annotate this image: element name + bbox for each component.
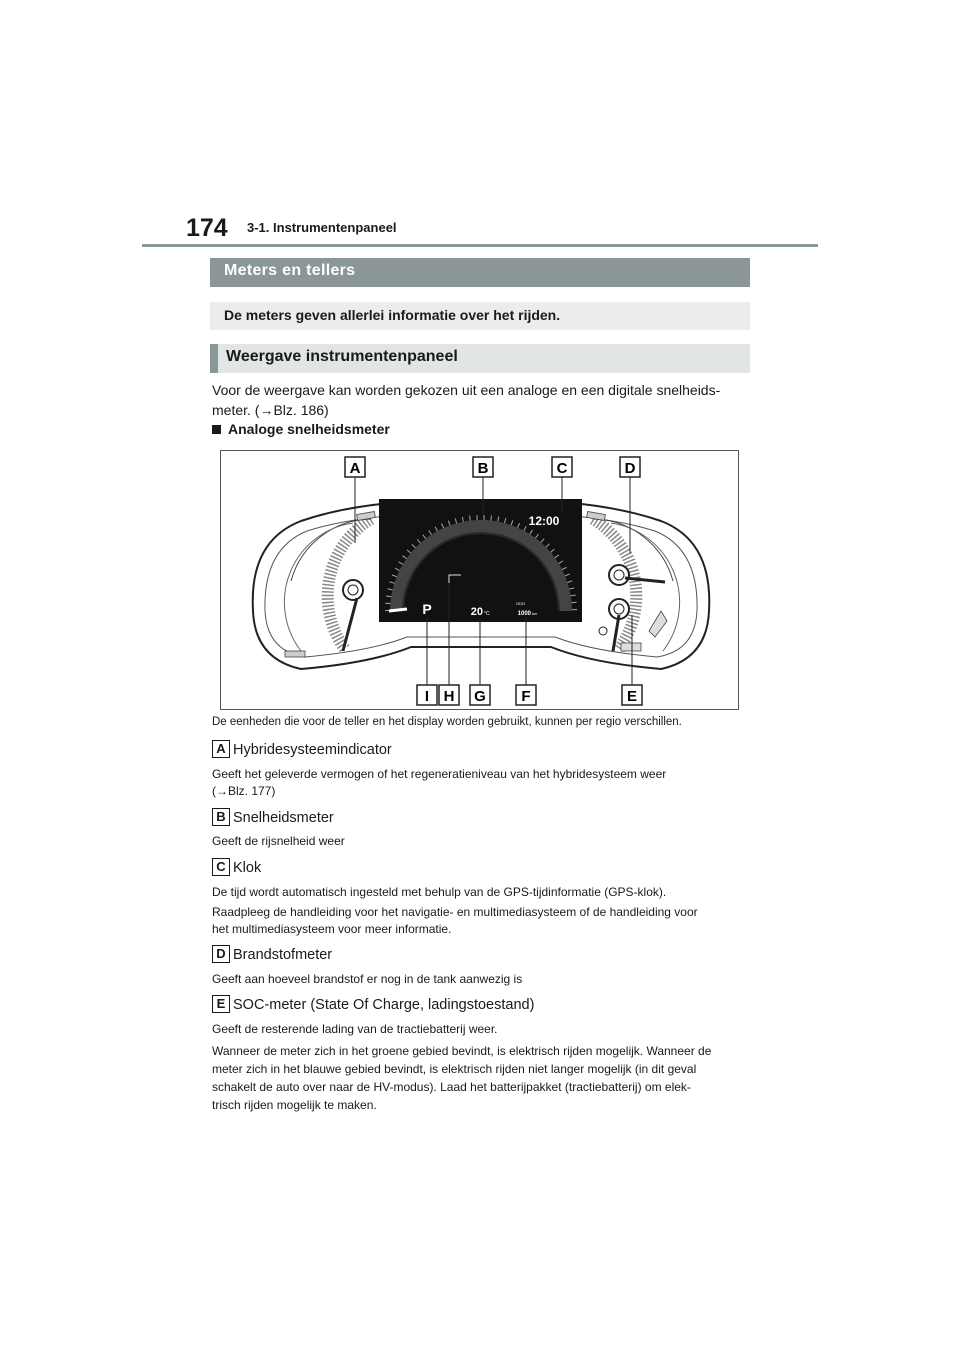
- instrument-cluster-figure: [220, 450, 739, 710]
- item-desc-e-note: [212, 1042, 752, 1114]
- paragraph-line1: Voor de weergave kan worden gekozen uit een analoge en een digitale snelheids-: [212, 382, 721, 398]
- item-desc-a-line2[interactable]: (→Blz. 177): [212, 784, 276, 798]
- callout-f: F: [521, 688, 531, 705]
- item-desc-c-note: [212, 904, 752, 938]
- page-reference-link[interactable]: Blz. 186): [273, 402, 329, 418]
- item-letter-a: A: [212, 740, 230, 758]
- header-divider: [142, 244, 818, 247]
- temperature-unit: °C: [484, 611, 490, 617]
- item-e: [212, 995, 535, 1013]
- temperature-value: 20: [470, 606, 483, 618]
- bullet-heading-text: Analoge snelheidsmeter: [228, 421, 390, 437]
- body-paragraph: [212, 380, 752, 420]
- callout-h: H: [443, 688, 455, 705]
- callout-b: B: [477, 460, 489, 477]
- callout-a: A: [349, 460, 361, 477]
- odometer-label: ODO: [516, 601, 526, 606]
- callout-e: E: [626, 688, 638, 705]
- clock-readout: 12:00: [528, 514, 560, 528]
- item-title-c: Klok: [233, 860, 262, 876]
- odometer-value: 1000: [517, 611, 531, 617]
- item-desc-b: [212, 833, 752, 850]
- item-c: [212, 858, 262, 876]
- item-desc-a-line1: Geeft het geleverde vermogen of het regeneratieniveau van het hybridesysteem weer: [212, 767, 667, 781]
- odometer-unit: km: [532, 611, 538, 616]
- paragraph-line2-pre: meter. (: [212, 402, 260, 418]
- item-letter-d: D: [212, 945, 230, 963]
- arrow-icon: →: [259, 402, 274, 418]
- section-header: 3-1. Instrumentenpaneel: [247, 220, 397, 235]
- item-desc-c-line3: het multimediasysteem voor meer informatie.: [212, 922, 452, 936]
- callout-i: I: [424, 688, 430, 705]
- item-desc-e-line2: Wanneer de meter zich in het groene gebied bevindt, is elektrisch rijden mogelijk. Wanneer de: [212, 1044, 712, 1058]
- instrument-cluster-illustration: [221, 451, 740, 711]
- item-a: [212, 740, 392, 758]
- page-number: 174: [186, 214, 228, 242]
- item-desc-c-line1: De tijd wordt automatisch ingesteld met behulp van de GPS-tijdinformatie (GPS-klok).: [212, 885, 667, 899]
- item-desc-e-line1: Geeft de resterende lading van de tractiebatterij weer.: [212, 1022, 498, 1036]
- item-letter-e: E: [212, 995, 230, 1013]
- item-desc-d-line1: Geeft aan hoeveel brandstof er nog in de tank aanwezig is: [212, 972, 523, 986]
- item-desc-e-line4: schakelt de auto over naar de HV-modus). Laad het batterijpakket (tractiebatterij) om elek-: [212, 1080, 691, 1094]
- item-desc-e-line3: meter zich in het blauwe gebied bevindt, is elektrisch rijden niet langer mogelijk (in dit geval: [212, 1062, 697, 1076]
- item-title-d: Brandstofmeter: [233, 947, 333, 963]
- item-desc-c-line2: Raadpleeg de handleiding voor het navigatie- en multimediasysteem of de handleiding voor: [212, 905, 698, 919]
- item-d: [212, 945, 333, 963]
- intro-box: [210, 302, 750, 330]
- center-display: [379, 499, 582, 622]
- callout-g: G: [474, 688, 486, 705]
- item-title-a: Hybridesysteemindicator: [233, 742, 392, 758]
- subsection-title: Weergave instrumentenpaneel: [226, 348, 458, 365]
- callout-d: D: [624, 460, 636, 477]
- square-bullet-icon: [212, 425, 221, 434]
- item-b: [212, 808, 334, 826]
- callout-c: C: [556, 460, 568, 477]
- item-desc-e: [212, 1021, 752, 1038]
- hybrid-system-indicator-gauge: [284, 511, 375, 657]
- item-letter-c: C: [212, 858, 230, 876]
- subsection-heading: [210, 344, 750, 373]
- section-banner: [210, 258, 750, 287]
- fuel-and-soc-gauge: [587, 511, 680, 651]
- callout-boxes-top: [345, 457, 640, 477]
- item-letter-b: B: [212, 808, 230, 826]
- figure-caption: De eenheden die voor de teller en het display worden gebruikt, kunnen per regio verschillen.: [212, 716, 682, 728]
- section-banner-title: Meters en tellers: [224, 262, 356, 279]
- item-desc-b-line1: Geeft de rijsnelheid weer: [212, 834, 345, 848]
- intro-text: De meters geven allerlei informatie over het rijden.: [224, 307, 561, 323]
- bullet-heading: [212, 421, 390, 437]
- item-desc-a: [212, 766, 752, 800]
- item-title-b: Snelheidsmeter: [233, 810, 334, 826]
- item-title-e: SOC-meter (State Of Charge, ladingstoestand): [233, 997, 535, 1013]
- item-desc-e-line5: trisch rijden mogelijk te maken.: [212, 1098, 377, 1112]
- item-desc-d: [212, 971, 752, 988]
- callout-boxes-bottom: [417, 685, 642, 705]
- item-desc-c: [212, 884, 752, 901]
- gear-indicator: P: [422, 601, 432, 617]
- subsection-accent-bar: [210, 344, 218, 373]
